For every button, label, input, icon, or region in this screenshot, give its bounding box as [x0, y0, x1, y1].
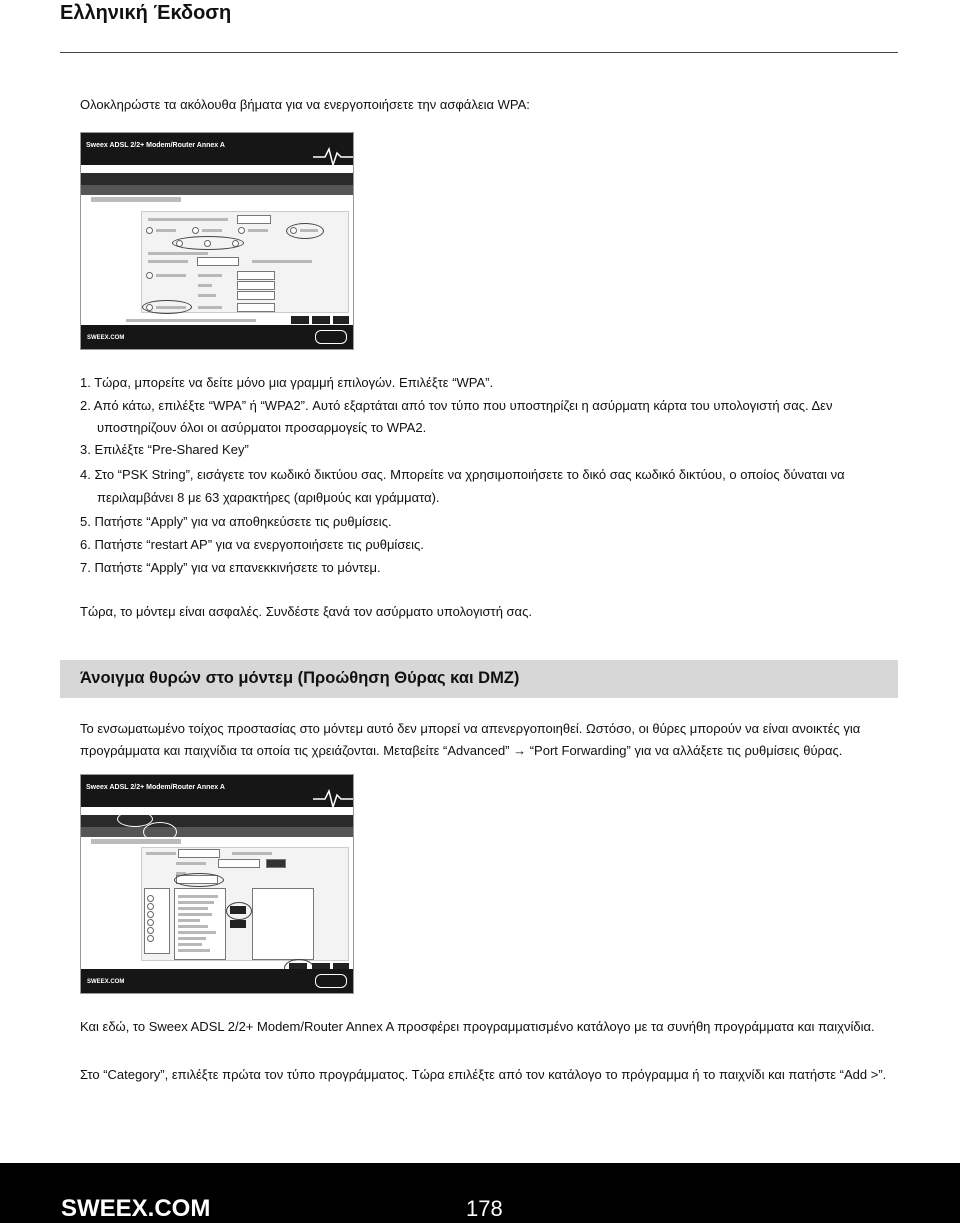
section-title: Άνοιγμα θυρών στο μόντεμ (Προώθηση Θύρας και DMZ): [80, 669, 520, 687]
security-panel: [141, 211, 349, 313]
wave-icon: [313, 789, 353, 809]
wpa-step-5: 5. Πατήστε “Apply” για να αποθηκεύσετε τις ρυθμίσεις.: [80, 514, 392, 529]
screenshot-main-nav: [81, 173, 353, 185]
section-heading-bar: [60, 660, 898, 698]
add-button-highlight: [226, 902, 252, 920]
screenshot-sub-nav: [81, 827, 353, 837]
page-header-title: Ελληνική Έκδοση: [60, 2, 232, 24]
sweex-logo: [315, 974, 347, 988]
sweex-logo: [315, 330, 347, 344]
save-all-button: [312, 316, 330, 324]
page-footer: [0, 1163, 960, 1223]
screenshot-sub-nav: [81, 185, 353, 195]
wpa-step-4-cont: περιλαμβάνει 8 με 63 χαρακτήρες (αριθμούς και γράμματα).: [97, 490, 440, 505]
applied-rules-list: [252, 888, 314, 960]
wave-icon: [313, 147, 353, 167]
screenshot-title: Sweex ADSL 2/2+ Modem/Router Annex A: [86, 142, 225, 149]
wpa-step-7: 7. Πατήστε “Apply” για να επανεκκινήσετε το μόντεμ.: [80, 560, 381, 575]
wpa-step-6: 6. Πατήστε “restart AP” για να ενεργοποιήσετε τις ρυθμίσεις.: [80, 537, 424, 552]
screenshot-brand: SWEEX.COM: [87, 335, 125, 341]
wpa-conclusion: Τώρα, το μόντεμ είναι ασφαλές. Συνδέστε ξανά τον ασύρματο υπολογιστή σας.: [80, 604, 532, 619]
page-number: 178: [466, 1196, 503, 1221]
screenshot-brand: SWEEX.COM: [87, 979, 125, 985]
wpa-step-2-cont: υποστηρίζουν όλοι οι ασύρματοι προσαρμογείς το WPA2.: [97, 420, 427, 435]
footer-brand: SWEEX.COM: [61, 1195, 211, 1222]
port-forwarding-screenshot: [80, 774, 354, 994]
wpa-intro: Ολοκληρώστε τα ακόλουθα βήματα για να ενεργοποιήσετε την ασφάλεια WPA:: [80, 97, 530, 112]
port-forwarding-panel: [141, 847, 349, 961]
screenshot-footer-row: [126, 319, 256, 322]
ports-paragraph-1-line-1: Το ενσωματωμένο τοίχος προστασίας στο μόντεμ αυτό δεν μπορεί να απενεργοποιηθεί. Ωστόσο, οι θύρες μπορούν να είναι ανοικτές για: [80, 721, 861, 736]
wpa-step-1: 1. Τώρα, μπορείτε να δείτε μόνο μια γραμμή επιλογών. Επιλέξτε “WPA”.: [80, 375, 494, 390]
wpa-step-2: 2. Από κάτω, επιλέξτε “WPA” ή “WPA2”. Αυτό εξαρτάται από τον τύπο που υποστηρίζει η ασύρματη κάρτα του υπολογιστή σας. Δεν: [80, 398, 833, 413]
screenshot-bottom-bar: [81, 325, 353, 349]
header-rule: [60, 52, 898, 53]
ports-paragraph-2: Και εδώ, το Sweex ADSL 2/2+ Modem/Router Annex A προσφέρει προγραμματισμένο κατάλογο με τα συνήθη προγράμματα και παιχνίδια.: [80, 1019, 875, 1034]
screenshot-title: Sweex ADSL 2/2+ Modem/Router Annex A: [86, 784, 225, 791]
screenshot-bottom-bar: [81, 969, 353, 993]
available-rules-list: [174, 888, 226, 960]
screenshot-breadcrumb: [91, 197, 181, 202]
ports-paragraph-1-line-2: προγράμματα και παιχνίδια τα οποία τις χρειάζονται. Μεταβείτε “Advanced” → “Port Forwarding” για να αλλάξετε τις ρυθμίσεις θύρας.: [80, 743, 843, 758]
apply-button: [291, 316, 309, 324]
cancel-button: [333, 316, 349, 324]
ports-paragraph-3: Στο “Category”, επιλέξτε πρώτα τον τύπο προγράμματος. Τώρα επιλέξτε από τον κατάλογο το πρόγραμμα ή το παιχνίδι και πατήστε “Add >”.: [80, 1067, 887, 1082]
wpa-step-3: 3. Επιλέξτε “Pre-Shared Key”: [80, 442, 249, 457]
screenshot-breadcrumb: [91, 839, 181, 844]
wpa-step-4: 4. Στο “PSK String”, εισάγετε τον κωδικό δικτύου σας. Μπορείτε να χρησιμοποιήσετε το δικό σας κωδικό δικτύου, ο οποίος δύναται να: [80, 467, 845, 482]
wireless-security-screenshot: [80, 132, 354, 350]
category-list: [144, 888, 170, 954]
